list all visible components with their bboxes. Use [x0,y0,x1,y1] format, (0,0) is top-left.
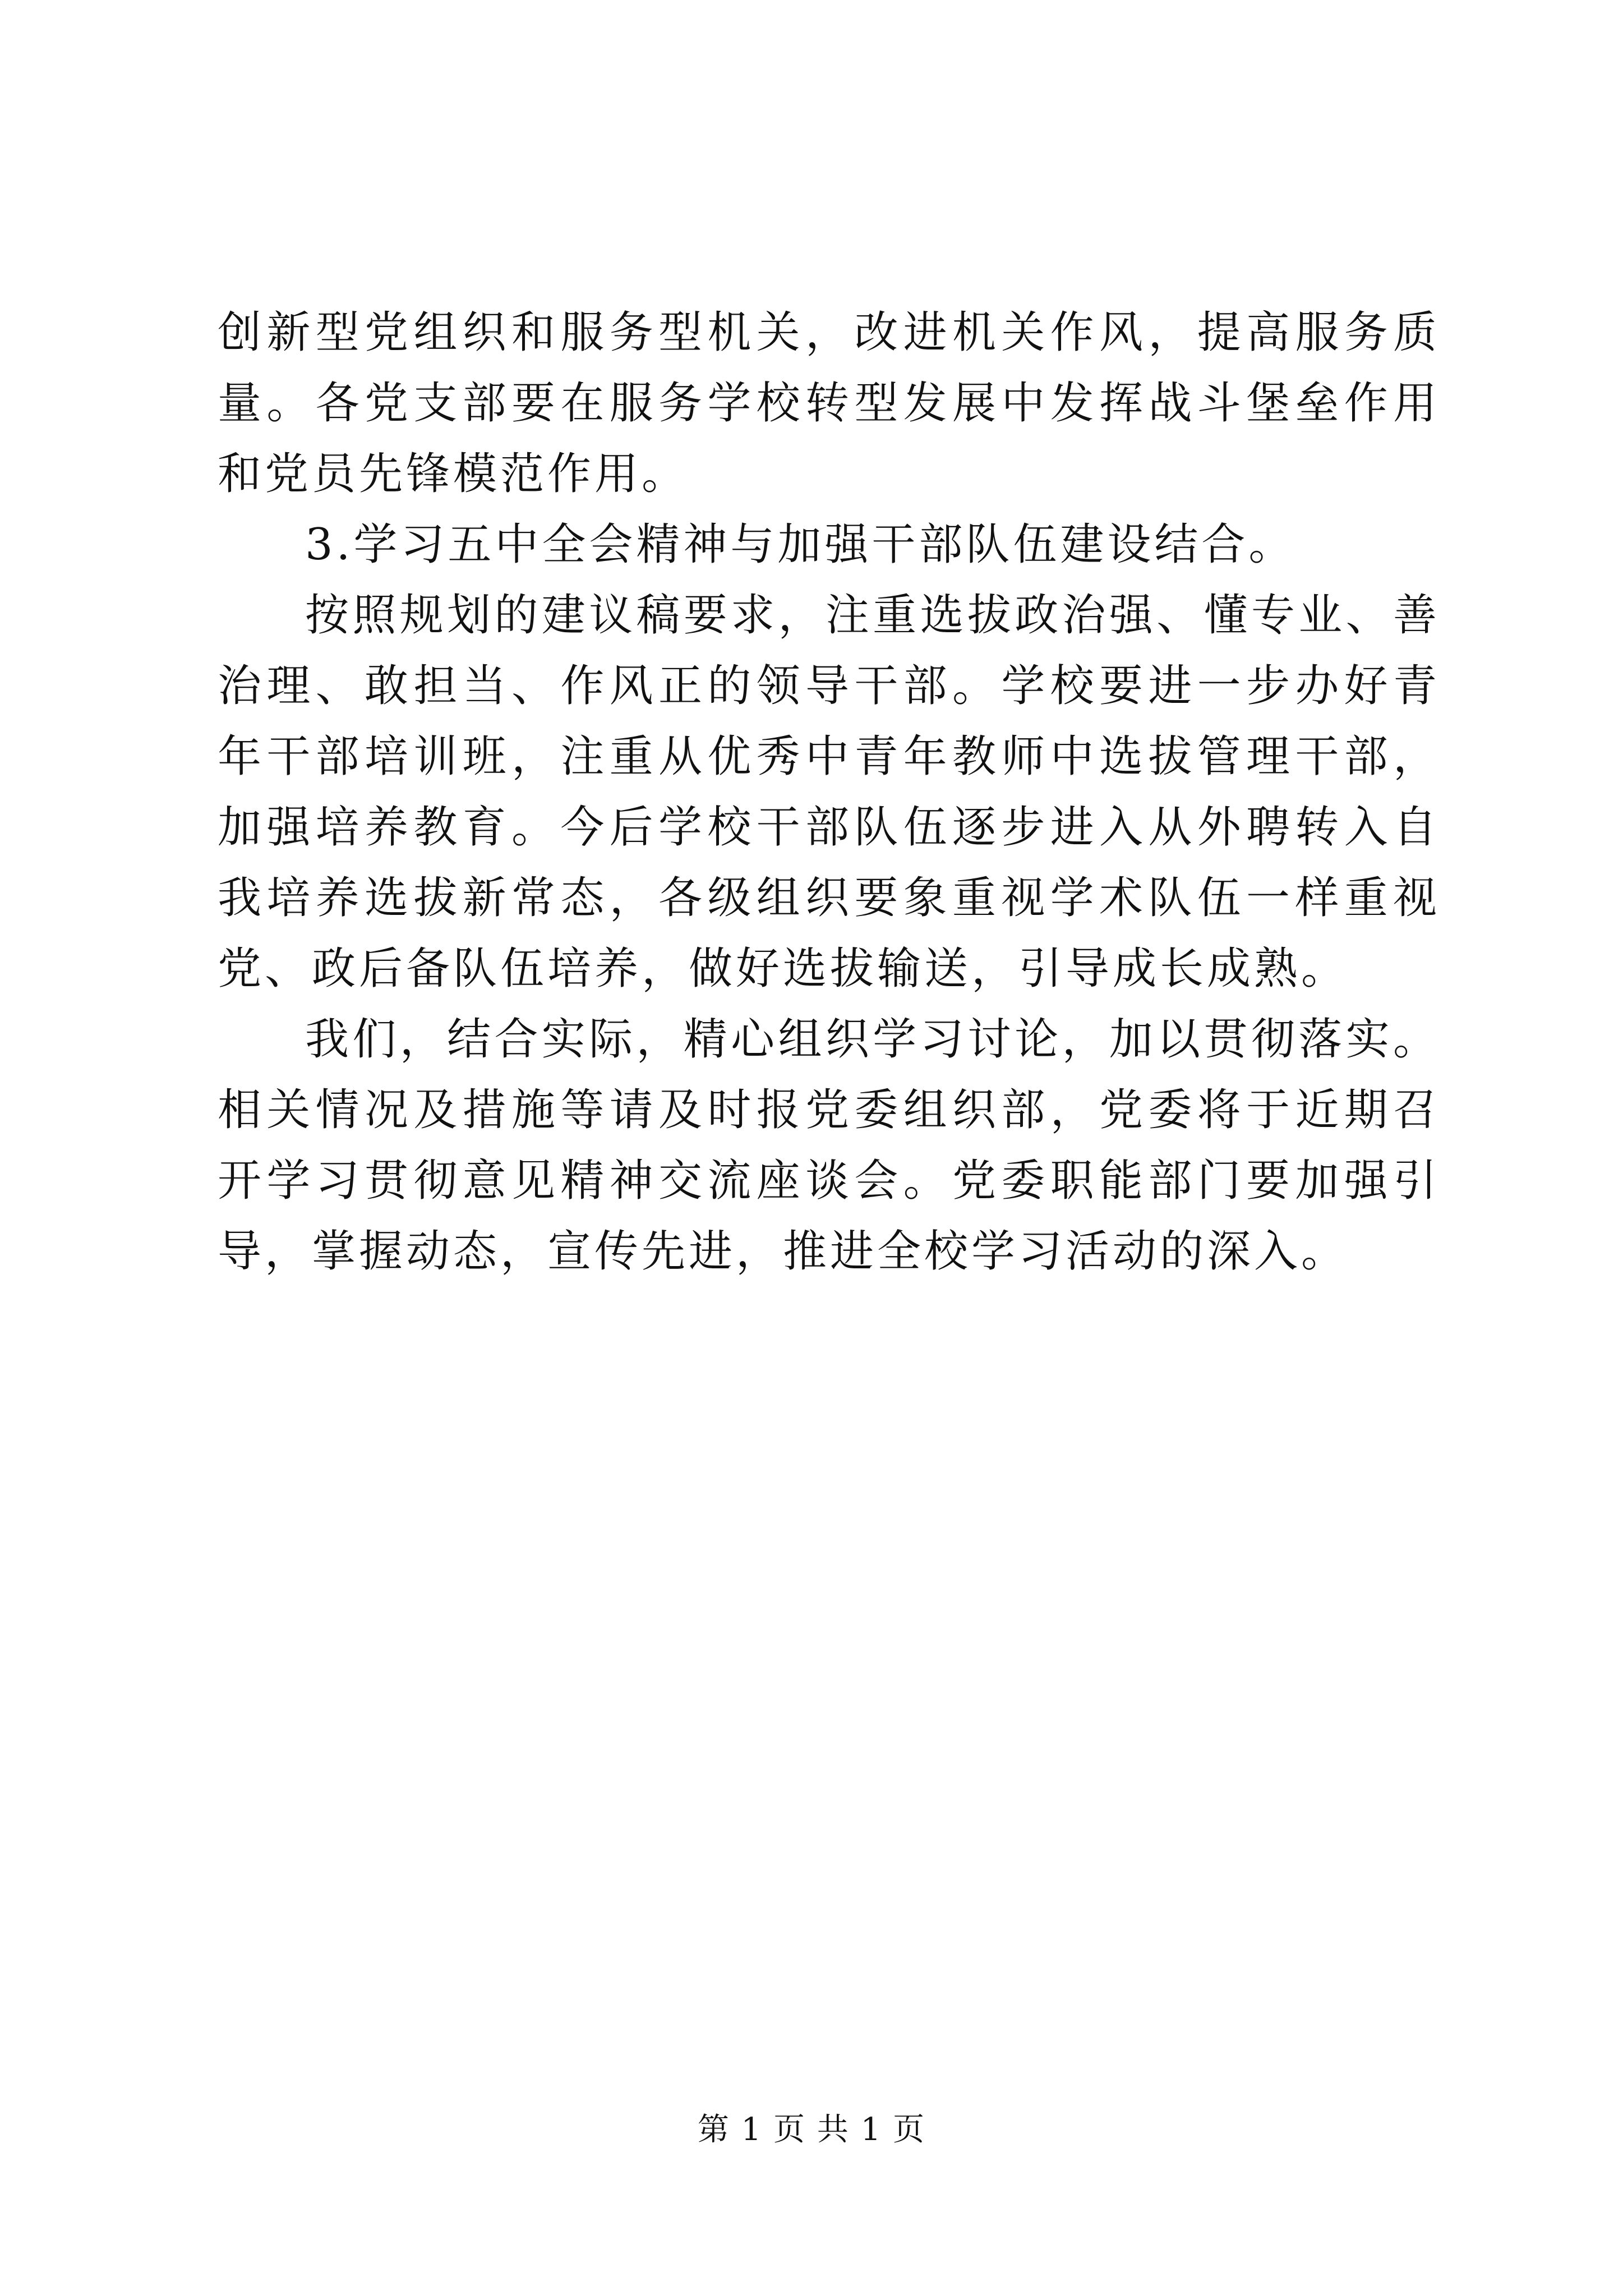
page-footer: 第 1 页 共 1 页 [697,2111,926,2148]
section-heading-3: 3.学习五中全会精神与加强干部队伍建设结合。 [305,519,1296,570]
paragraph-continuation: 创新型党组织和服务型机关，改进机关作风，提高服务质量。各党支部要在服务学校转型发展中发挥战斗堡垒作用和党员先锋模范作用。 [218,307,1440,499]
paragraph-closing: 我们，结合实际，精心组织学习讨论，加以贯彻落实。相关情况及措施等请及时报党委组织部，党委将于近期召开学习贯彻意见精神交流座谈会。党委职能部门要加强引导，掌握动态，宣传先进，推进全校学习活动的深入。 [218,1014,1440,1277]
document-body [218,297,1440,1287]
paragraph-cadre-building: 按照规划的建议稿要求，注重选拔政治强、懂专业、善治理、敢担当、作风正的领导干部。学校要进一步办好青年干部培训班，注重从优秀中青年教师中选拔管理干部，加强培养教育。今后学校干部队伍逐步进入从外聘转入自我培养选拔新常态，各级组织要象重视学术队伍一样重视党、政后备队伍培养，做好选拔输送，引导成长成熟。 [218,590,1440,994]
